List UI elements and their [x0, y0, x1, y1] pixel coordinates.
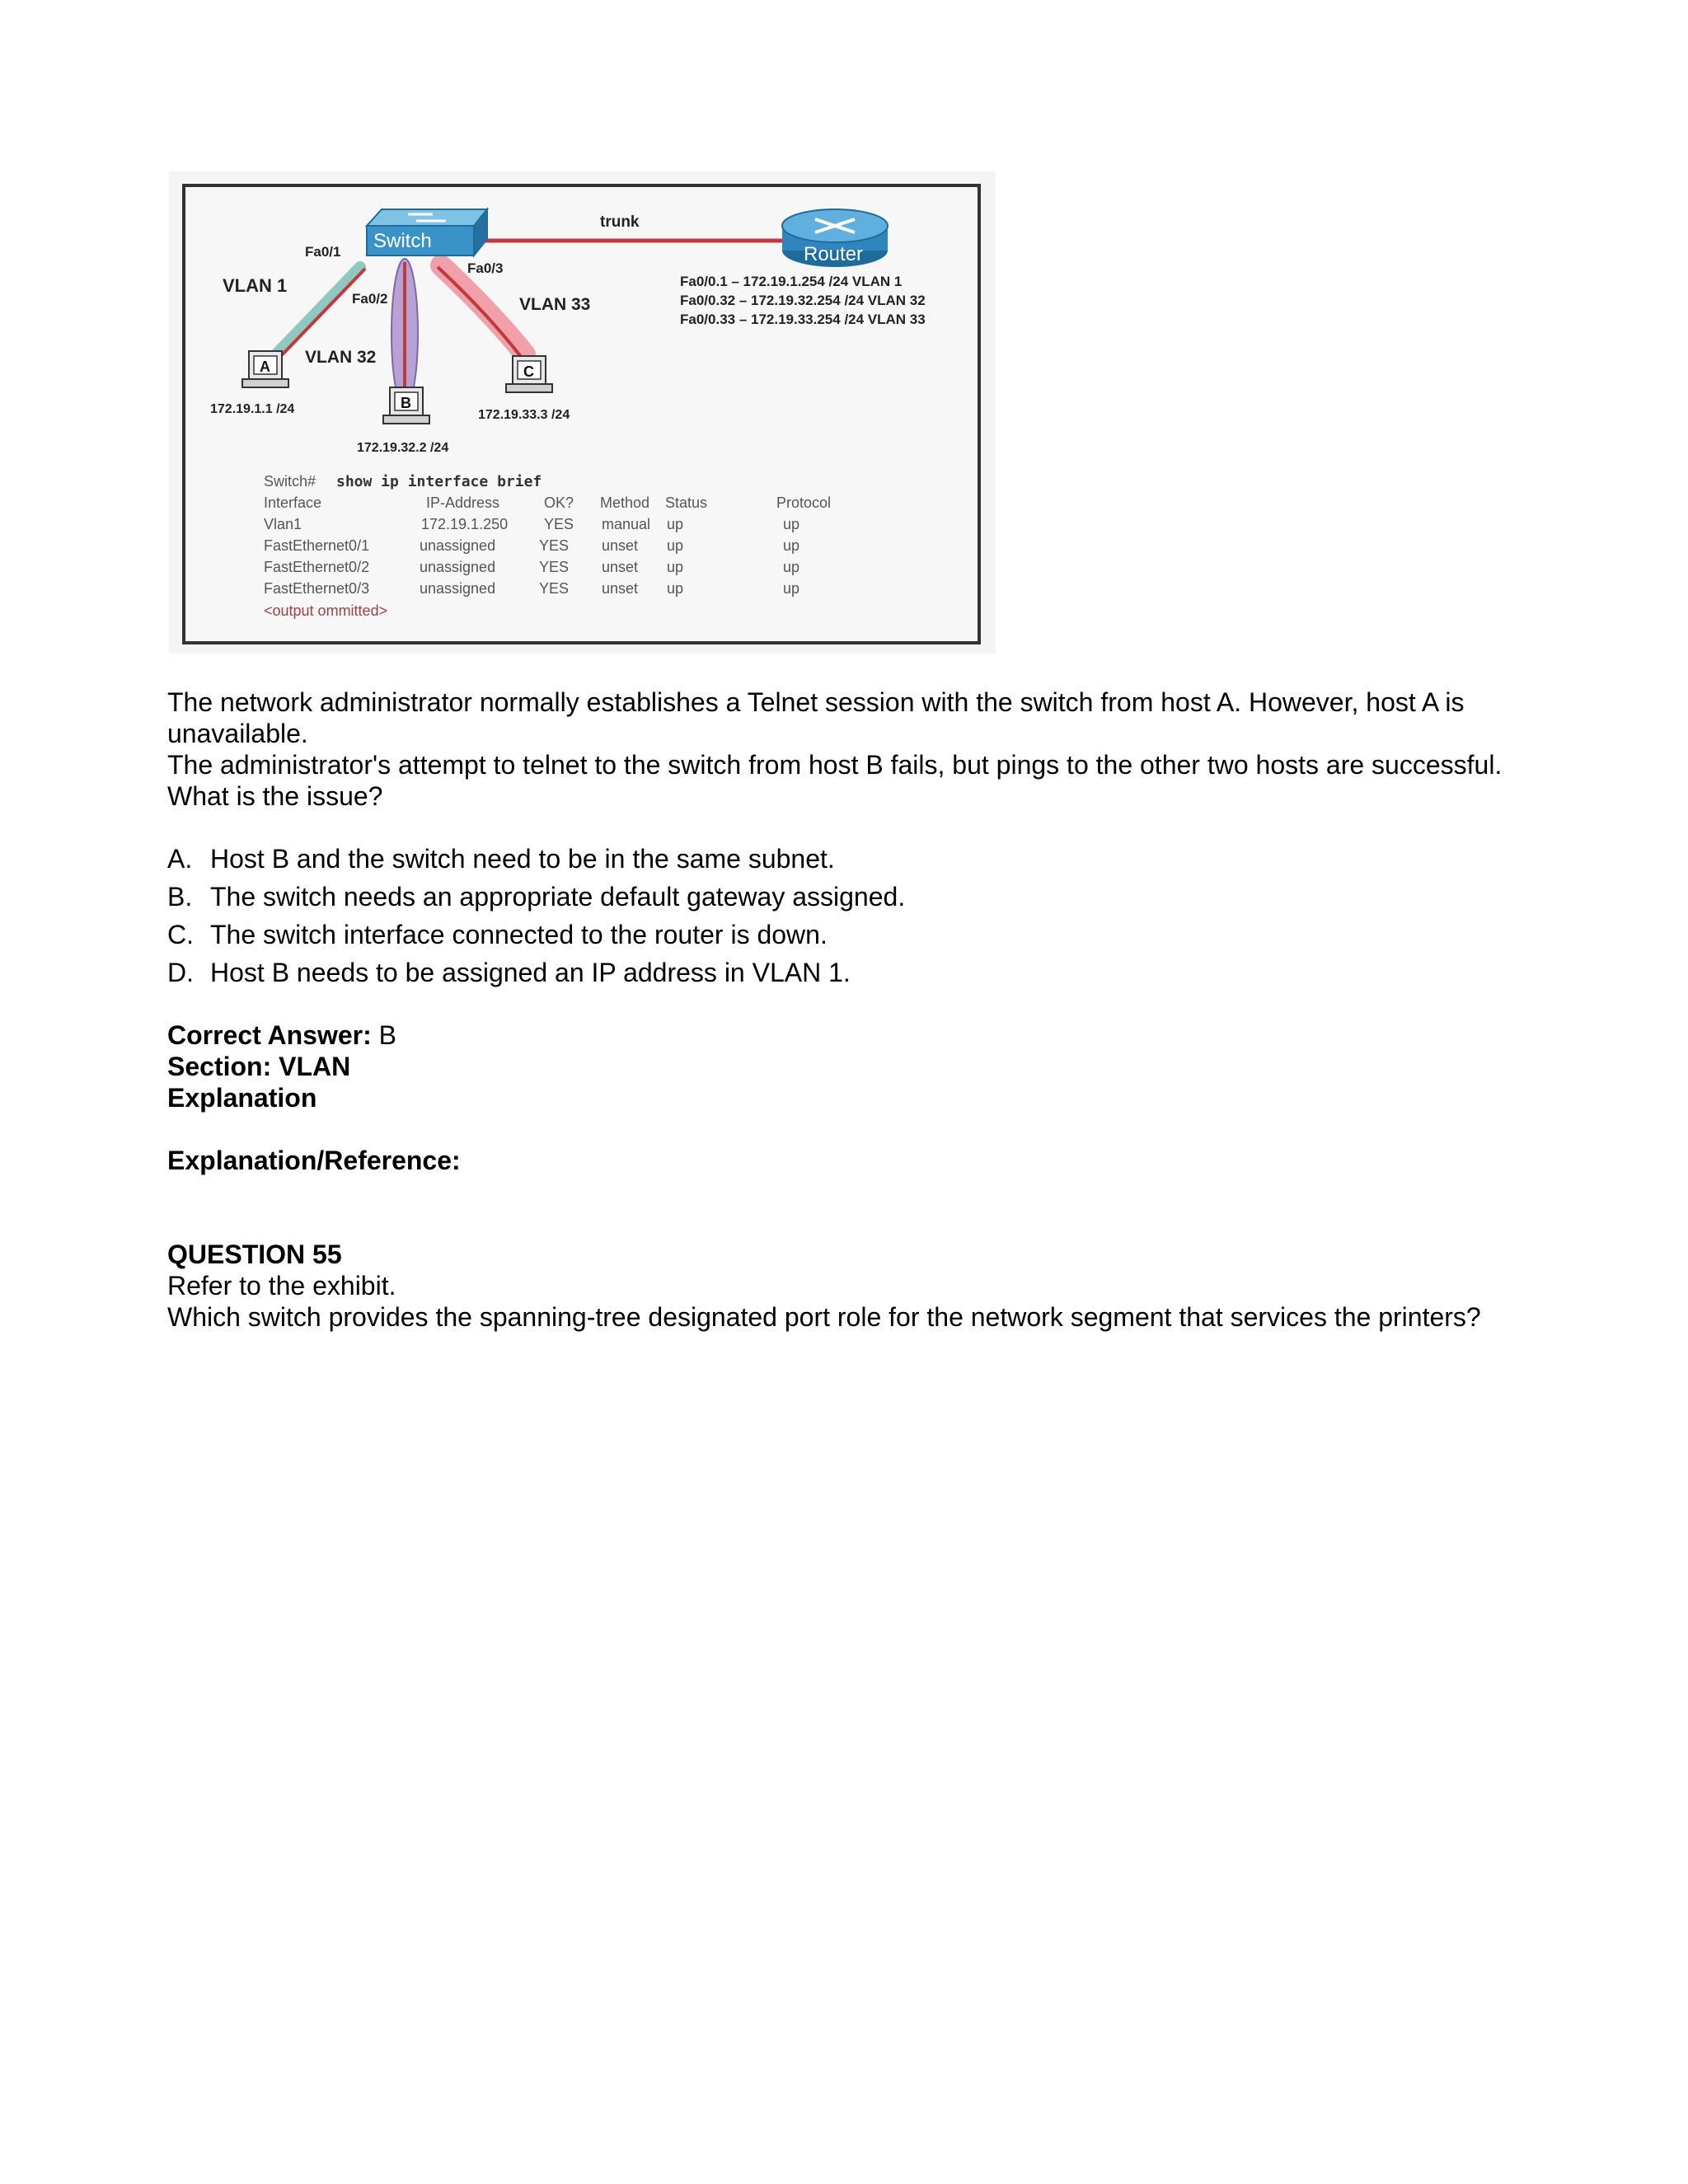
cli-header-status: Status	[665, 494, 708, 511]
cli-cell: up	[783, 559, 800, 575]
cli-cell: unset	[602, 559, 639, 575]
next-question-title: QUESTION 55	[167, 1240, 342, 1269]
cli-header-ip: IP-Address	[426, 494, 500, 511]
explanation-label: Explanation	[167, 1083, 317, 1113]
cli-cell: unassigned	[420, 580, 496, 597]
host-a-ip: 172.19.1.1 /24	[210, 402, 295, 416]
option-letter: B.	[167, 882, 193, 912]
cli-header-ok: OK?	[544, 494, 574, 511]
cli-cell: unset	[602, 580, 639, 597]
next-question-line-1: Refer to the exhibit.	[167, 1271, 396, 1301]
cli-cell: unassigned	[420, 537, 496, 554]
port-fa01-label: Fa0/1	[305, 244, 341, 260]
cli-cell: up	[667, 580, 684, 597]
cli-cell: YES	[544, 516, 574, 532]
host-c-label: C	[523, 363, 534, 380]
cli-header-method: Method	[600, 494, 650, 511]
vlan1-label: VLAN 1	[223, 275, 288, 296]
host-a-computer	[242, 351, 288, 387]
port-fa02-label: Fa0/2	[352, 291, 388, 307]
cli-cell: unset	[602, 537, 639, 554]
cli-cell: YES	[539, 559, 570, 575]
network-exhibit	[169, 171, 996, 654]
cli-cell: up	[783, 537, 800, 554]
router-subif-3: Fa0/0.33 – 172.19.33.254 /24 VLAN 33	[680, 312, 926, 327]
cli-cell: up	[783, 580, 800, 597]
host-a-label: A	[260, 359, 270, 375]
cli-command: show ip interface brief	[336, 473, 542, 490]
cli-cell: 172.19.1.250	[421, 516, 509, 532]
router-label: Router	[804, 243, 864, 265]
option-text: The switch needs an appropriate default gateway assigned.	[210, 882, 906, 912]
cli-prompt: Switch#	[264, 473, 316, 490]
next-question-line-2: Which switch provides the spanning-tree designated port role for the network segment that services the printers?	[167, 1302, 1481, 1332]
option-letter: A.	[167, 844, 193, 874]
router-subif-1: Fa0/0.1 – 172.19.1.254 /24 VLAN 1	[680, 274, 903, 289]
option-text: Host B and the switch need to be in the same subnet.	[210, 844, 835, 874]
cli-cell: up	[667, 559, 684, 575]
router-device	[782, 209, 888, 267]
answer-options	[167, 843, 1536, 988]
question-document	[167, 687, 1536, 1333]
option-text: The switch interface connected to the router is down.	[210, 920, 828, 949]
question-paragraph-1: The network administrator normally establishes a Telnet session with the switch from host A. However, host A is unavailable.	[167, 687, 1465, 748]
cli-cell: up	[783, 516, 800, 532]
answer-option-a	[167, 843, 1536, 874]
vlan32-label: VLAN 32	[305, 348, 377, 367]
spacer	[167, 1176, 1536, 1239]
option-letter: C.	[167, 920, 194, 949]
answer-option-d	[167, 957, 1536, 988]
cli-cell: unassigned	[420, 559, 496, 575]
spacer	[167, 1113, 1536, 1145]
cli-cell: FastEthernet0/3	[264, 580, 370, 597]
cli-header-protocol: Protocol	[776, 494, 832, 511]
host-c-ip: 172.19.33.3 /24	[478, 408, 570, 422]
spacer	[167, 995, 1536, 1019]
cli-cell: manual	[602, 516, 651, 532]
cli-cell: FastEthernet0/2	[264, 559, 370, 575]
cli-omitted: <output ommitted>	[264, 602, 388, 619]
cli-cell: Vlan1	[264, 516, 302, 532]
question-paragraph-2: The administrator's attempt to telnet to the switch from host B fails, but pings to the other two hosts are successful. What is the issue?	[167, 750, 1503, 811]
option-letter: D.	[167, 958, 194, 987]
trunk-label: trunk	[600, 213, 640, 231]
switch-label: Switch	[373, 230, 432, 252]
cli-cell: YES	[539, 537, 570, 554]
section-label: Section: VLAN	[167, 1052, 351, 1081]
vlan32-link	[392, 259, 418, 407]
host-b-computer	[383, 387, 429, 424]
cli-cell: up	[667, 516, 684, 532]
spacer	[167, 812, 1536, 843]
answer-option-b	[167, 881, 1536, 912]
host-b-ip: 172.19.32.2 /24	[357, 441, 449, 455]
cli-header-interface: Interface	[264, 494, 322, 511]
correct-answer-line	[167, 1019, 1536, 1051]
host-c-computer	[506, 356, 552, 392]
explanation-reference-label: Explanation/Reference:	[167, 1146, 461, 1175]
host-b-label: B	[401, 395, 411, 411]
switch-device	[367, 209, 487, 255]
exhibit-diagram	[169, 171, 996, 654]
answer-option-c	[167, 919, 1536, 950]
option-text: Host B needs to be assigned an IP address in VLAN 1.	[210, 958, 851, 987]
router-subif-2: Fa0/0.32 – 172.19.32.254 /24 VLAN 32	[680, 293, 926, 308]
vlan33-label: VLAN 33	[519, 295, 591, 314]
cli-cell: YES	[539, 580, 570, 597]
port-fa03-label: Fa0/3	[467, 260, 504, 276]
correct-answer-label: Correct Answer:	[167, 1020, 372, 1050]
cli-cell: up	[667, 537, 684, 554]
correct-answer-value: B	[371, 1020, 396, 1050]
cli-cell: FastEthernet0/1	[264, 537, 370, 554]
